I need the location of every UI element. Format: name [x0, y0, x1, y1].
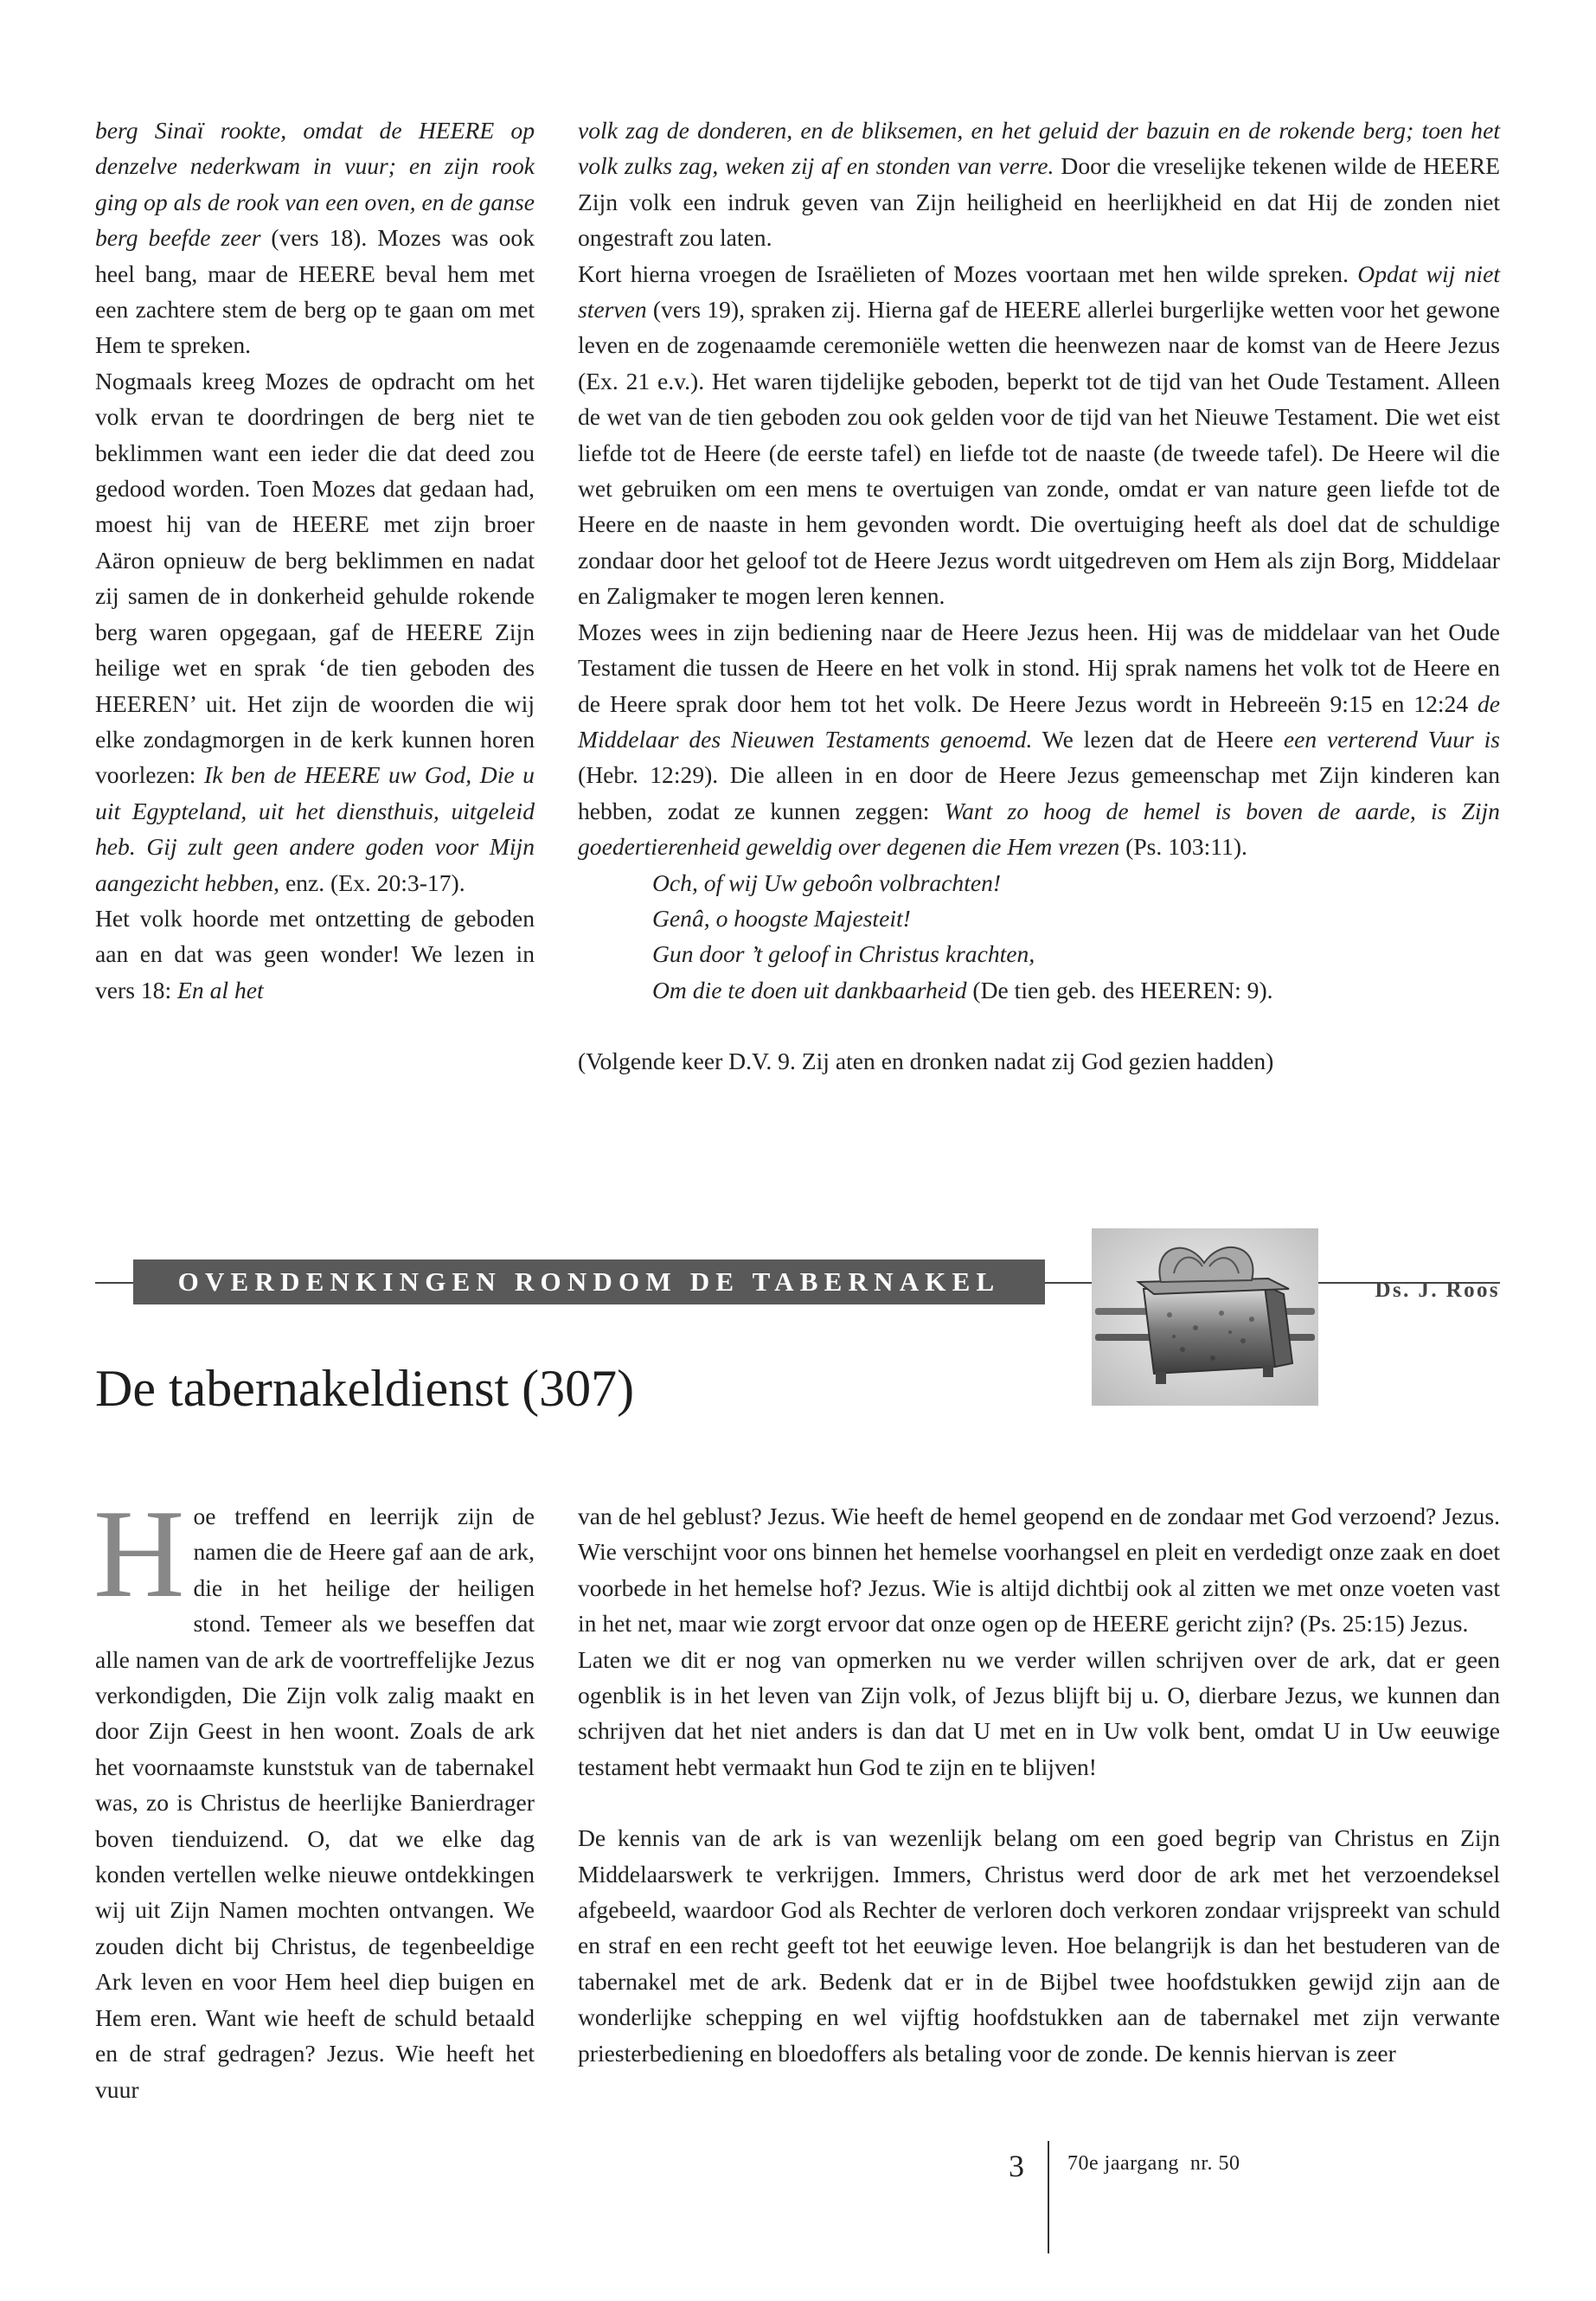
- paragraph: Nogmaals kreeg Mozes de opdracht om het volk ervan te doordringen de berg niet te beklimmen want een ieder die dat deed zou gedood worden. Toen Mozes dat gedaan had, moest hij van de HEERE met zijn broer Aäron opnieuw de berg beklimmen en nadat zij samen de in donkerheid gehulde rokende berg waren opgegaan, gaf de HEERE Zijn heilige wet en sprak ‘de tien geboden des HEEREN’ uit. Het zijn de woorden die wij elke zondagmorgen in de kerk kunnen horen voorlezen: Ik ben de HEERE uw God, Die u uit Egypteland, uit het diensthuis, uitgeleid heb. Gij zult geen andere goden voor Mijn aangezicht hebben, enz. (Ex. 20:3-17).: [95, 367, 535, 896]
- bottom-left-column: [93, 1484, 535, 2107]
- paragraph: Kort hierna vroegen de Israëlieten of Mozes voortaan met hen wilde spreken. Opdat wij niet sterven (vers 19), spraken zij. Hierna gaf de HEERE allerlei burgerlijke wetten voor het gewone leven en de zogenaamde ceremoniële wetten die heenwezen naar de komst van de Heere Jezus (Ex. 21 e.v.). Het waren tijdelijke geboden, beperkt tot de tijd van het Oude Testament. Alleen de wet van de tien geboden zou ook gelden voor de tijd van het Nieuwe Testament. Die wet eist liefde tot de Heere (de eerste tafel) en liefde tot de naaste (de tweede tafel). De Heere wil die wet gebruiken om een mens te overtuigen van zonde, omdat er van nature geen liefde tot de Heere en de naaste in hem gevonden wordt. Die overtuiging heeft als doel dat de schuldige zondaar door het geloof tot de Heere Jezus wordt uitgedreven om Hem als zijn Borg, Middelaar en Zaligmaker te mogen leren kennen.: [578, 260, 1500, 610]
- poem-line: Och, of wij Uw geboôn volbrachten!: [652, 868, 1002, 896]
- poem-line: Genâ, o hoogste Majesteit!: [652, 904, 911, 932]
- top-right-column: [578, 112, 1500, 1080]
- paragraph: Hoe treffend en leerrijk zijn de namen die de Heere gaf aan de ark, die in het heilige der heiligen stond. Temeer als we beseffen dat alle namen van de ark de voortreffelijke Jezus verkondigden, Die Zijn volk zalig maakt en door Zijn Geest in hen woont. Zoals de ark het voornaamste kunststuk van de tabernakel was, zo is Christus de heerlijke Banierdrager boven tienduizend. O, dat we elke dag konden vertellen welke nieuwe ontdekkingen wij uit Zijn Namen mochten ontvangen. We zouden dicht bij Christus, de tegenbeeldige Ark leven en voor Hem heel diep buigen en Hem eren. Want wie heeft de schuld betaald en de straf gedragen? Jezus. Wie heeft het vuur: [93, 1484, 535, 2103]
- footer-divider: [1048, 2141, 1049, 2253]
- poem-line: Gun door ’t geloof in Christus krachten,: [652, 940, 1035, 968]
- top-left-column: [95, 112, 535, 1008]
- section-heading: OVERDENKINGEN RONDOM DE TABERNAKEL: [133, 1259, 1045, 1304]
- issue-label: 70e jaargang nr. 50: [1067, 2152, 1240, 2175]
- paragraph: Mozes wees in zijn bediening naar de Heere Jezus heen. Hij was de middelaar van het Oude Testament die tussen de Heere en het volk in stond. Hij sprak namens het volk tot de Heere en de Heere sprak door hem tot het volk. De Heere Jezus wordt in Hebreeën 9:15 en 12:24 de Middelaar des Nieuwen Testaments genoemd. We lezen dat de Heere een verterend Vuur is (Hebr. 12:29). Die alleen in en door de Heere Jezus gemeenschap met Zijn kinderen kan hebben, zodat ze kunnen zeggen: Want zo hoog de hemel is boven de aarde, is Zijn goedertierenheid geweldig over degenen die Hem vrezen (Ps. 103:11).: [578, 618, 1500, 861]
- drop-cap: H: [93, 1484, 185, 1624]
- paragraph: De kennis van de ark is van wezenlijk belang om een goed begrip van Christus en Zijn Middelaarswerk te verkrijgen. Immers, Christus werd door de ark met het verzoendeksel afgebeeld, waardoor God als Rechter de verloren doch verkoren zondaar vrijspreekt van schuld en straf en een recht geeft tot het eeuwige leven. Hoe belangrijk is dan het bestuderen van de tabernakel met de ark. Bedenk dat er in de Bijbel twee hoofdstukken gewijd zijn aan de wonderlijke schepping en wel vijftig hoofdstukken aan de tabernakel met zijn verwante priesterbediening en bloedoffers als betaling voor de zonde. De kennis hiervan is zeer: [578, 1824, 1500, 2067]
- author-name: Ds. J. Roos: [1375, 1279, 1500, 1302]
- next-time-note: (Volgende keer D.V. 9. Zij aten en dronken nadat zij God gezien hadden): [578, 1048, 1274, 1075]
- paragraph: Laten we dit er nog van opmerken nu we verder willen schrijven over de ark, dat er geen ogenblik is in het leven van Zijn volk, of Jezus blijft bij u. O, dierbare Jezus, we kunnen dan schrijven dat het niet anders is dan dat U met en in Uw volk bent, omdat U in Uw eeuwige testament hebt vermaakt hun God te zijn en te blijven!: [578, 1645, 1500, 1780]
- paragraph: berg Sinaï rookte, omdat de HEERE op denzelve nederkwam in vuur; en zijn rook ging op als de rook van een oven, en de ganse berg beefde zeer (vers 18). Mozes was ook heel bang, maar de HEERE beval hem met een zachtere stem de berg op te gaan om met Hem te spreken.: [95, 117, 535, 359]
- article-title: De tabernakeldienst (307): [95, 1360, 635, 1417]
- header-rule-left: [95, 1282, 133, 1284]
- page-number: 3: [1009, 2149, 1024, 2183]
- poem-last-line: Om die te doen uit dankbaarheid (De tien geb. des HEEREN: 9).: [652, 976, 1273, 1003]
- paragraph: van de hel geblust? Jezus. Wie heeft de hemel geopend en de zondaar met God verzoend? Jezus. Wie verschijnt voor ons binnen het hemelse voorhangsel en pleit en verdedigt onze zaak en doet voorbede in het hemelse hof? Jezus. Wie is altijd dichtbij ook al zitten we met onze voeten vast in het net, maar wie zorgt ervoor dat onze ogen op de HEERE gericht zijn? (Ps. 25:15) Jezus.: [578, 1503, 1500, 1638]
- poem-quote: [578, 865, 1500, 1009]
- bottom-right-column: [578, 1498, 1500, 2071]
- paragraph: volk zag de donderen, en de bliksemen, en het geluid der bazuin en de rokende berg; toen het volk zulks zag, weken zij af en stonden van verre. Door die vreselijke tekenen wilde de HEERE Zijn volk een indruk geven van Zijn heiligheid en heerlijkheid en dat Hij de zonden niet ongestraft zou laten.: [578, 117, 1500, 252]
- ark-of-covenant-image: [1092, 1228, 1318, 1406]
- ark-icon: [1092, 1228, 1318, 1406]
- paragraph: Het volk hoorde met ontzetting de geboden aan en dat was geen wonder! We lezen in vers 18: En al het: [95, 904, 535, 1003]
